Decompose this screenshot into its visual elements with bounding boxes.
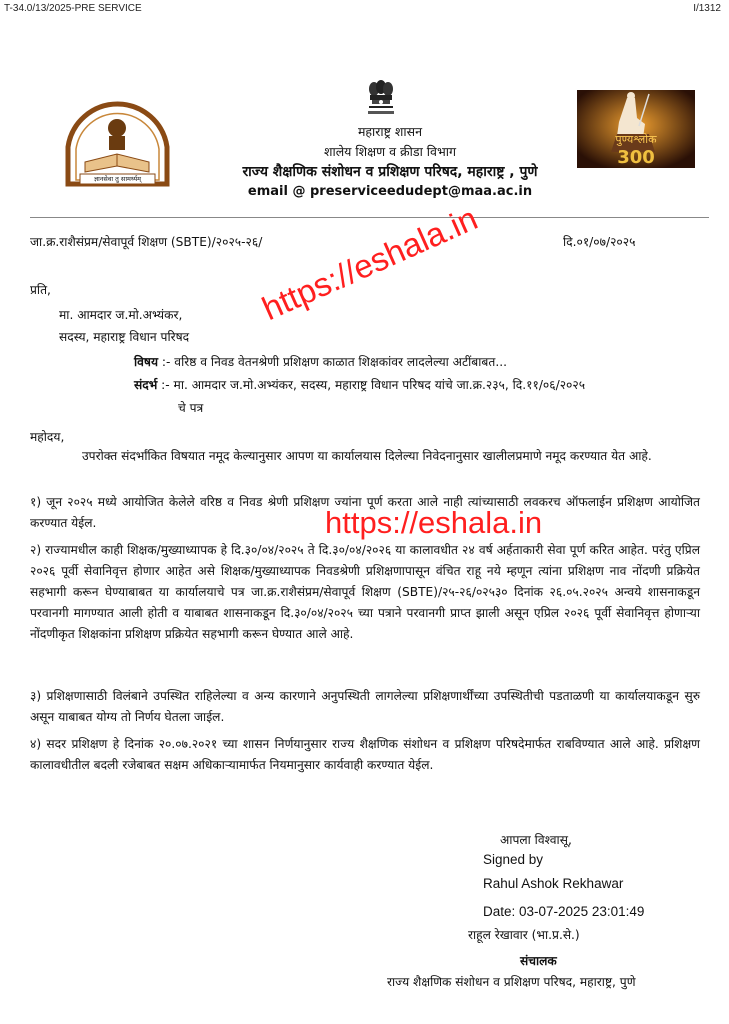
svg-text:300: 300 <box>617 147 655 168</box>
govt-name: महाराष्ट्र शासन <box>357 124 423 139</box>
reference-label: संदर्भ <box>134 378 158 392</box>
signatory-org: राज्य शैक्षणिक संशोधन व प्रशिक्षण परिषद, महाराष्ट्र, पुणे <box>387 975 636 989</box>
header-divider <box>30 217 709 218</box>
ref-number: जा.क्र.राशैसंप्रम/सेवापूर्व शिक्षण (SBTE)/२०२५-२६/ <box>30 235 263 249</box>
svg-text:पुण्यश्लोक: पुण्यश्लोक <box>615 133 657 146</box>
point-2: २) राज्यामधील काही शिक्षक/मुख्याध्यापक हे दि.३०/०४/२०२५ ते दि.३०/०४/२०२६ या कालावधीत २४ वर्ष अर्हताकारी सेवा पूर्ण करित आहेत. परंतु एप्रिल २०२६ पूर्वी सेवानिवृत्त होणार आहेत असे शिक्षक/मुख्याध्यापक निवडश्रेणी प्रशिक्षणापासून वंचित राहू नये म्हणून त्यांना प्रशिक्षण नाव नोंदणी प्रक्रियेत सहभागी करून घेण्याबाबत या कार्यालयाचे पत्र जा.क्र.राशैसंप्रम/सेवापूर्व शिक्षण (SBTE)/२५-२६/०२५३० दिनांक २६.०५.२०२५ अन्वये शासनाकडून परवानगी मागण्यात आली होती व याबाबत शासनाकडून दि.३०/०४/२०२५ च्या पत्राने परवानगी प्राप्त झाली असून एप्रिल २०२६ पूर्वी सेवानिवृत्त होणाऱ्या नोंदणीकृत शिक्षकांना प्रशिक्षण प्रक्रियेत सहभागी करून घेण्यात आले आहे. <box>30 543 700 641</box>
state-emblem-icon <box>366 80 396 118</box>
letterhead <box>180 122 600 202</box>
doc-page-label: I/1312 <box>693 3 721 14</box>
point-1: १) जून २०२५ मध्ये आयोजित केलेले वरिष्ठ व निवड श्रेणी प्रशिक्षण ज्यांना पूर्ण करता आले नाही त्यांच्यासाठी लवकरच ऑफलाईन प्रशिक्षण आयोजित करण्यात येईल. <box>30 495 700 530</box>
signatory-name: राहूल रेखावार (भा.प्र.से.) <box>468 928 580 942</box>
reference-line <box>134 375 714 396</box>
addressee-name: मा. आमदार ज.मो.अभ्यंकर, <box>59 308 183 322</box>
department-name: शालेय शिक्षण व क्रीडा विभाग <box>323 144 457 159</box>
closing: आपला विश्वासू, <box>500 833 572 847</box>
logo-motto: ज्ञानसेवा तु सामर्थ्यम् <box>93 175 142 183</box>
signer-name: Rahul Ashok Rekhawar <box>483 876 624 891</box>
ref-date: दि.०१/०७/२०२५ <box>563 235 636 249</box>
scert-logo <box>60 92 175 192</box>
point-3: ३) प्रशिक्षणासाठी विलंबाने उपस्थित राहिलेल्या व अन्य कारणाने अनुपस्थिती लागलेल्या प्रशिक्षणार्थींच्या उपस्थितीची पडताळणी या कार्यालयाकडून सुरु असून याबाबत योग्य तो निर्णय घेतला जाईल. <box>30 689 700 724</box>
doc-id-label: T-34.0/13/2025-PRE SERVICE <box>4 3 142 14</box>
subject-line <box>134 352 704 373</box>
reference-text: :- मा. आमदार ज.मो.अभ्यंकर, सदस्य, महाराष्ट्र विधान परिषद यांचे जा.क्र.२३५, दि.११/०६/२०२५ <box>161 378 586 392</box>
council-name: राज्य शैक्षणिक संशोधन व प्रशिक्षण परिषद, महाराष्ट्र , पुणे <box>242 164 538 180</box>
watermark-url-2: https://eshala.in <box>325 505 543 540</box>
to-prefix: प्रति, <box>30 283 51 297</box>
subject-text: :- वरिष्ठ व निवड वेतनश्रेणी प्रशिक्षण काळात शिक्षकांवर लादलेल्या अटींबाबत... <box>161 355 507 369</box>
watermark-url-1: https://eshala.in <box>256 199 483 328</box>
point-4: ४) सदर प्रशिक्षण हे दिनांक २०.०७.२०२१ च्या शासन निर्णयानुसार राज्य शैक्षणिक संशोधन व प्रशिक्षण परिषदेमार्फत राबविण्यात आले आहे. प्रशिक्षण कालावधीतील बदली रजेबाबत सक्षम अधिकाऱ्यामार्फत नियमानुसार कार्यवाही करण्यात येईल. <box>30 737 700 772</box>
signature-date: Date: 03-07-2025 23:01:49 <box>483 904 645 919</box>
signatory-title: संचालक <box>520 954 557 968</box>
salutation: महोदय, <box>30 430 65 444</box>
reference-text-cont: चे पत्र <box>178 401 204 415</box>
subject-label: विषय <box>134 355 159 369</box>
addressee-designation: सदस्य, महाराष्ट्र विधान परिषद <box>59 330 190 344</box>
email-line: email @ preserviceedudept@maa.ac.in <box>247 184 533 199</box>
intro-paragraph: उपरोक्त संदर्भांकित विषयात नमूद केल्यानुसार आपण या कार्यालयास दिलेल्या निवेदनानुसार खालीलप्रमाणे नमूद करण्यात येत आहे. <box>82 449 652 463</box>
signed-by: Signed by <box>483 852 544 867</box>
